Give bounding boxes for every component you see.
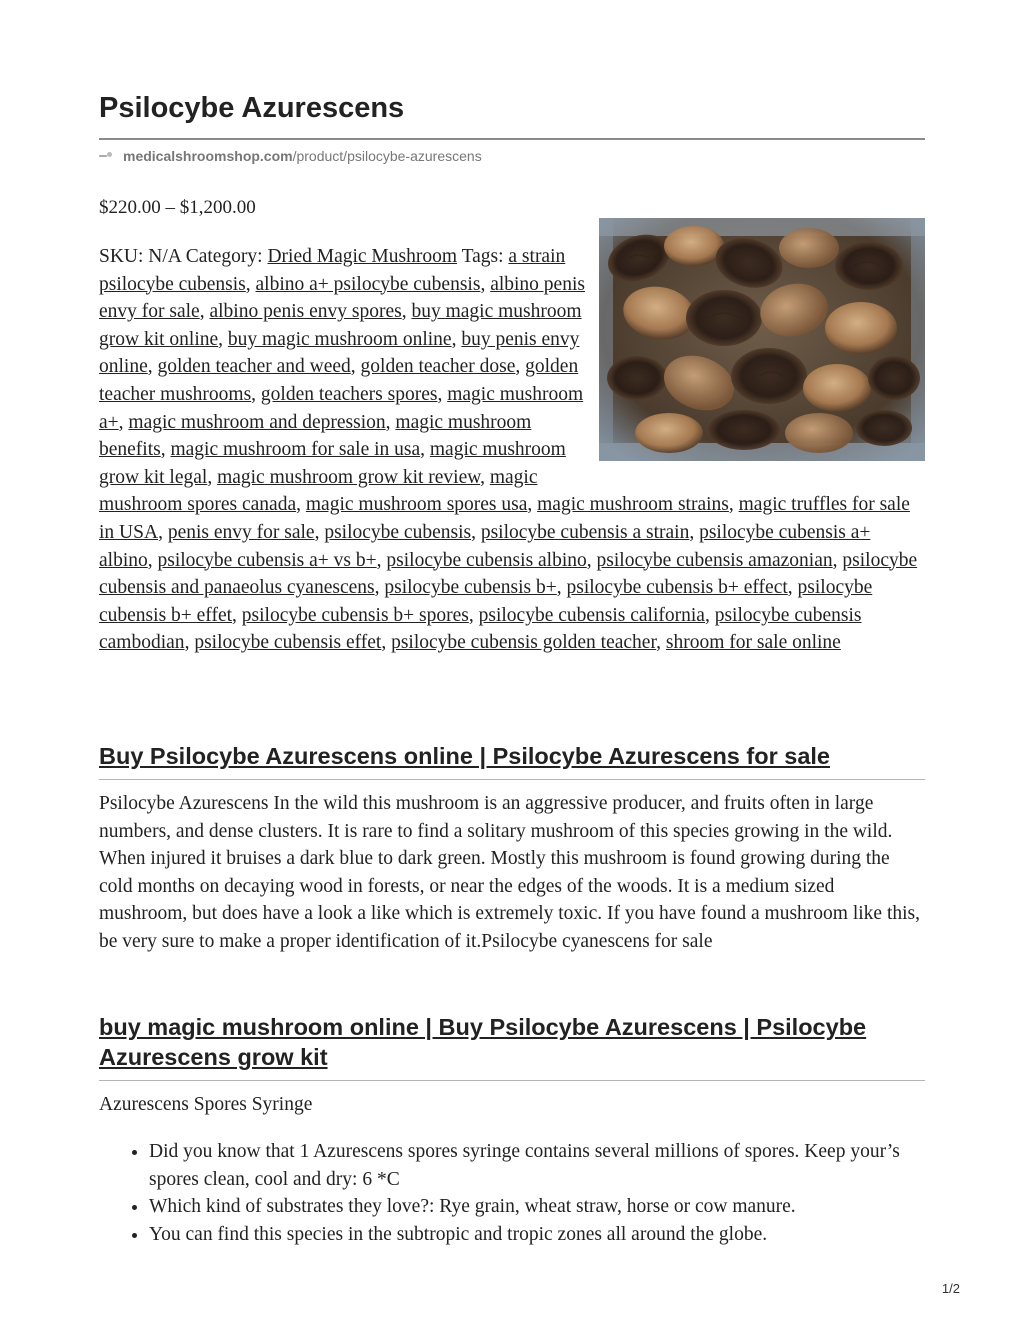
source-url[interactable] (99, 148, 482, 164)
category-label: Category: (185, 246, 263, 267)
tag-list: a strain psilocybe cubensis, albino a+ psilocybe cubensis, albino penis envy for sale, albino penis envy spores, buy magic mushroom grow kit online, buy magic mushroom online, buy penis envy online, golden teacher and weed, golden teacher dose, golden teacher mushrooms, golden teachers spores, magic mushroom a+, magic mushroom and depression, magic mushroom benefits, magic mushroom for sale in usa, magic mushroom grow kit legal, magic mushroom grow kit review, magic mushroom spores canada, magic mushroom spores usa, magic mushroom strains, magic truffles for sale in USA, penis envy for sale, psilocybe cubensis, psilocybe cubensis a strain, psilocybe cubensis a+ albino, psilocybe cubensis a+ vs b+, psilocybe cubensis albino, psilocybe cubensis amazonian, psilocybe cubensis and panaeolus cyanescens, psilocybe cubensis b+, psilocybe cubensis b+ effect, psilocybe cubensis b+ effet, psilocybe cubensis b+ spores, psilocybe cubensis california, psilocybe cubensis cambodian, psilocybe cubensis effet, psilocybe cubensis golden teacher, shroom for sale online (99, 246, 918, 654)
tags-label: Tags: (461, 246, 504, 267)
page-title: Psilocybe Azurescens (99, 92, 405, 124)
tag-link[interactable]: golden teacher dose (360, 356, 516, 378)
tag-link[interactable]: golden teacher and weed (157, 356, 351, 378)
tag-link[interactable]: albino a+ psilocybe cubensis (255, 273, 481, 295)
product-price: $220.00 – $1,200.00 (99, 197, 256, 218)
section2-divider (99, 1080, 925, 1081)
list-item: • You can find this species in the subtropic and tropic zones all around the globe. (149, 1221, 925, 1249)
tag-link[interactable]: buy penis envy online (99, 328, 580, 378)
tag-link[interactable]: penis envy for sale (167, 521, 315, 543)
tag-link[interactable]: psilocybe cubensis (324, 521, 472, 543)
category-link[interactable]: Dried Magic Mushroom (267, 246, 458, 267)
tag-link[interactable]: psilocybe cubensis a+ vs b+ (157, 549, 377, 571)
feature-list (99, 1138, 925, 1248)
tag-link[interactable]: psilocybe cubensis effet (194, 632, 382, 654)
title-divider (99, 138, 925, 140)
section1-divider (99, 779, 925, 780)
tag-link[interactable]: magic mushroom benefits (99, 411, 532, 461)
tag-link[interactable]: psilocybe cubensis and panaeolus cyanescens (99, 549, 918, 599)
source-path: /product/psilocybe-azurescens (292, 148, 482, 164)
list-item: • Did you know that 1 Azurescens spores syringe contains several millions of spores. Keep your’s spores clean, cool and dry: 6 *C (149, 1138, 925, 1193)
sku-label: SKU: N/A (99, 246, 181, 267)
tag-link[interactable]: magic mushroom grow kit review (217, 466, 481, 488)
tag-link[interactable]: magic mushroom strains (537, 494, 729, 516)
tag-link[interactable]: buy magic mushroom online (227, 328, 452, 350)
tag-link[interactable]: psilocybe cubensis b+ spores (241, 604, 469, 626)
section1-body: Psilocybe Azurescens In the wild this mushroom is an aggressive producer, and fruits often in large numbers, and dense clusters. It is rare to find a solitary mushroom of this species growing in the wild. When injured it bruises a dark blue to dark green. Mostly this mushroom is found growing during the cold months on decaying wood in forests, or near the edges of the woods. It is a medium sized mushroom, but does have a look a like which is extremely toxic. If you have found a mushroom like this, be very sure to make a proper identification of it.Psilocybe cyanescens for sale (99, 793, 920, 952)
tag-link[interactable]: magic mushroom for sale in usa (170, 439, 421, 461)
tag-link[interactable]: buy magic mushroom grow kit online (99, 301, 582, 350)
list-item: • Which kind of substrates they love?: Rye grain, wheat straw, horse or cow manure. (149, 1193, 925, 1221)
tag-link[interactable]: magic mushroom spores usa (305, 494, 528, 516)
section2-intro: Azurescens Spores Syringe (99, 1094, 313, 1115)
tag-link[interactable]: golden teacher mushrooms (99, 356, 579, 405)
product-meta (99, 243, 925, 657)
tag-link[interactable]: psilocybe cubensis a strain (480, 521, 690, 543)
page-number: 1/2 (941, 1281, 960, 1296)
tag-link[interactable]: albino penis envy for sale (99, 273, 585, 323)
tag-link[interactable]: psilocybe cubensis california (478, 604, 705, 626)
tag-link[interactable]: psilocybe cubensis cambodian (99, 604, 862, 654)
tag-link[interactable]: albino penis envy spores (209, 301, 402, 323)
tag-link[interactable]: a strain psilocybe cubensis (99, 246, 566, 295)
tag-link[interactable]: magic truffles for sale in USA (99, 494, 910, 543)
tag-link[interactable]: psilocybe cubensis a+ albino (99, 521, 871, 571)
tag-link[interactable]: psilocybe cubensis amazonian (596, 549, 833, 571)
tag-link[interactable]: psilocybe cubensis golden teacher (391, 632, 657, 654)
section2-heading[interactable]: buy magic mushroom online | Buy Psilocybe Azurescens | Psilocybe Azurescens grow kit (99, 1014, 867, 1070)
tag-link[interactable]: magic mushroom grow kit legal (99, 439, 566, 488)
tag-link[interactable]: psilocybe cubensis albino (386, 549, 587, 571)
tag-link[interactable]: magic mushroom a+ (99, 383, 584, 433)
tag-link[interactable]: shroom for sale online (665, 632, 841, 654)
tag-link[interactable]: magic mushroom and depression (128, 411, 386, 433)
photo-spacer (585, 243, 925, 479)
tag-link[interactable]: golden teachers spores (260, 383, 438, 405)
tag-link[interactable]: psilocybe cubensis b+ effect (566, 577, 788, 599)
tag-link[interactable]: psilocybe cubensis b+ effet (99, 577, 873, 626)
tag-link[interactable]: magic mushroom spores canada (99, 466, 538, 516)
section1-heading[interactable]: Buy Psilocybe Azurescens online | Psilocybe Azurescens for sale (99, 743, 831, 769)
source-domain: medicalshroomshop.com (123, 148, 293, 164)
favicon-icon (99, 151, 113, 161)
tag-link[interactable]: psilocybe cubensis b+ (384, 577, 557, 599)
